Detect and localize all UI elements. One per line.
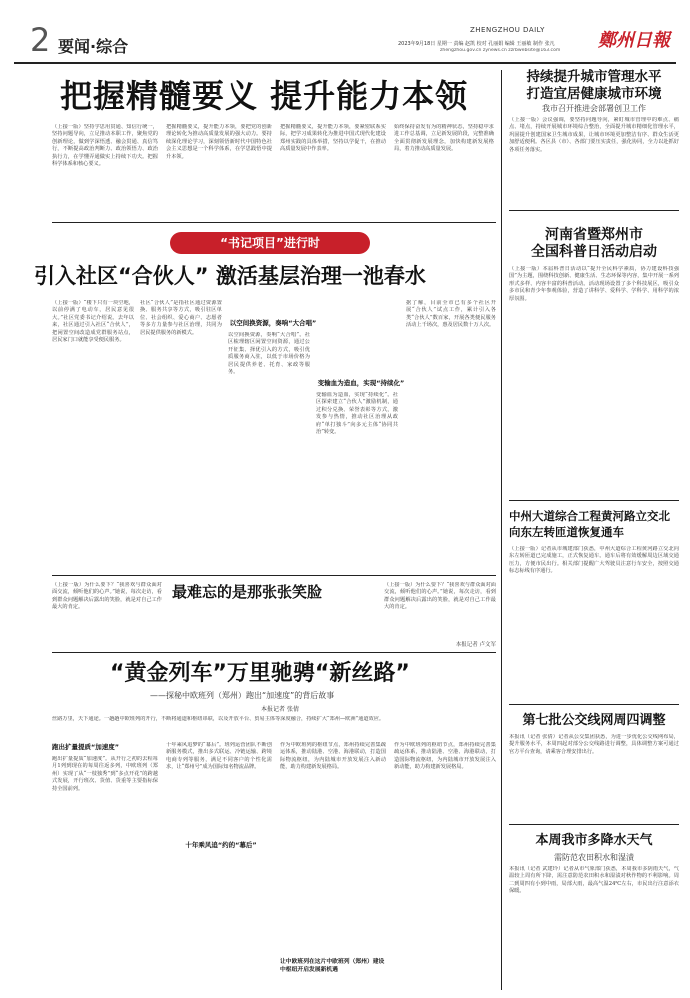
masthead	[0, 0, 690, 62]
train-col-1: 跑出扩量提质“加速度”。从开行之初的去程每月1列到现在的每周往返多列，中欧班列（郑州）实现了从“一枝独秀”到“多点开花”的跨越式发展，开行班次、货值、货重等主要指标保持全国前列。	[52, 756, 158, 792]
train-byline: 本报记者 张倩	[261, 706, 299, 713]
community-section-head-1: 以空间换资源，奏响“大合唱”	[229, 319, 317, 327]
date-line: 2023年9月18日 星期一 责编 赵凯 校对 孔丽娟 编辑 王丽敏 制作 张凡	[398, 41, 555, 47]
road-headline: 中州大道综合工程黄河路立交北向东左转匝道恢复通车	[509, 509, 670, 539]
weather-body: 本报讯（记者 武建玲）记者从市气象部门获悉，本周我市多阴雨天气，气温较上周有所下降，需注意防范农田积水和湿渍对秋作物的不利影响。周二到周四有小到中雨，局部大雨，最高气温24℃左右，市民出行注意添衣保暖。	[509, 866, 679, 895]
bus-headline: 第七批公交线网周四调整	[522, 713, 666, 728]
smile-headline: 最难忘的是那张张笑脸	[172, 583, 323, 601]
community-col-2: 社区“合伙人”是指社区通过资源置换、服务共享等方式，吸引驻区单位、社会组织、爱心商户、志愿者等多方力量参与社区治理，共同为居民提供服务的新模式。	[140, 300, 222, 336]
train-section-head-1: 跑出扩量提质“加速度”	[52, 743, 120, 751]
city-headline-1: 持续提升城市管理水平	[526, 69, 662, 85]
smile-rule	[52, 652, 496, 653]
city-rule	[509, 210, 679, 211]
lead-col-1: （上接一版）坚持学思用贯通、知信行统一，坚持问题导向，立足推动本职工作，聚焦党的创新理论，做到学深悟透、融会贯通、真信笃行，不断提高政治判断力、政治领悟力、政治执行力，在学懂弄通做实上持续下功夫。把握科学体系和核心要义。	[52, 124, 158, 168]
road-rule	[509, 704, 679, 705]
lead-col-2: 把握精髓要义，提升能力本领，要把党的创新理论转化为推动高质量发展的强大动力。要持续深化理论学习，深刻领悟新时代中国特色社会主义思想是一个科学体系，在学思践悟中提升本领。	[166, 124, 272, 160]
community-headline: 引入社区“合伙人” 激活基层治理一池春水	[34, 264, 426, 288]
city-body: （上接一版）会议强调，要坚持问题导向，紧盯城市管理中的难点、痛点、堵点，持续开展城市环境综合整治，全面提升城市精细化管理水平，巩固提升创建国家卫生城市成果，让城市环境更加整洁有序、群众生活更加舒适便利。各区县（市）、各部门要压实责任，强化协同，全力以赴抓好各项任务落实。	[509, 117, 679, 153]
train-headline: “黄金列车”万里驰骋“新丝路”	[110, 661, 410, 686]
train-col-4: 作为中欧班列的枢纽节点，郑州持续完善集疏运体系，推动陆港、空港、海港联动，打造国际物流枢纽，为内陆城市开放发展注入新动能，助力构建新发展格局。	[394, 742, 496, 771]
weather-subtitle: 需防范农田积水和湿渍	[554, 853, 634, 862]
smile-left-text: （上接一版）为什么要下？“我喜欢与群众面对面交流，倾听他们的心声。”她说，每次走访，看到群众问题解决后露出的笑脸，就是对自己工作最大的肯定。	[52, 582, 162, 611]
project-banner	[170, 232, 370, 254]
newspaper-logo: 鄭州日報	[598, 30, 670, 51]
train-intro: 丝路万里，天下通途。一趟趟中欧班列的开行，不断将通道和枢纽串联，以及开放平台、贸易主体等深度融合，持续扩大“郑州—欧洲”通道效应。	[52, 716, 385, 722]
lead-rule	[52, 222, 496, 223]
weather-headline: 本周我市多降水天气	[535, 833, 653, 848]
city-headline-2: 打造宜居健康城市环境	[526, 86, 662, 102]
road-body: （上接一版）记者从市城建部门获悉，中州大道综合工程黄河路立交北向东左转匝道已完成施工，正式恢复通车。通车后将有效缓解周边区域交通压力，方便市民出行。相关部门提醒广大驾驶员注意行车安全，按照交通标志标线有序通行。	[509, 546, 679, 575]
page-number: 2	[30, 21, 51, 59]
masthead-rule	[14, 62, 676, 64]
community-col-1: （上接一版）“楼下只有一块空地，以前停满了电动车，居民意见很大。”社区党委书记介绍说。去年以来，社区通过引入社区“合伙人”，把闲置空间改造成党群服务站点，居民家门口就能享受便民服务。	[52, 300, 134, 344]
science-headline-1: 河南省暨郑州市	[545, 227, 643, 243]
right-column-divider	[501, 70, 502, 990]
community-col-5: 据了解，目前全市已有多个社区开展“合伙人”试点工作，累计引入各类“合伙人”数百家，开展各类便民服务活动上千场次，惠及居民数十万人次。	[406, 300, 496, 329]
community-col-3: 以空间换资源，奏响“大合唱”。社区梳理辖区闲置空间资源，通过公开征集、择优引入的方式，吸引优质服务商入驻，以低于市场价格为居民提供养老、托育、家政等服务。	[228, 332, 310, 376]
url-line: zhengzhou.gov.cn zynews.cn zzrbwebsite@163.com	[440, 48, 561, 53]
smile-right-text: （上接一版）为什么要下？“我喜欢与群众面对面交流，倾听他们的心声。”她说，每次走访，看到群众问题解决后露出的笑脸，就是对自己工作最大的肯定。	[384, 582, 496, 611]
community-section-head-2: 变输血为造血，实现“持续化”	[317, 379, 405, 387]
project-banner-label: “书记项目”进行时	[220, 236, 320, 250]
bus-rule	[509, 824, 679, 825]
science-body: （上接一版）本届科普日活动以“提升全民科学素质，协力建设科技强国”为主题，围绕科技创新、健康生活、生态环保等内容，集中开展一系列形式多样、内容丰富的科普活动。活动现场设置了多个科技展区，吸引众多市民和青少年参观体验，营造了讲科学、爱科学、学科学、用科学的浓厚氛围。	[509, 266, 679, 302]
bus-body: 本报讯（记者 张倩）记者从公交集团获悉，为进一步优化公交线网布局，提升服务水平，本周四起对部分公交线路进行调整，具体调整方案可通过官方平台查询，请乘客合理安排出行。	[509, 734, 679, 755]
community-rule	[52, 575, 496, 576]
train-col-3: 作为中欧班列的枢纽节点，郑州持续完善集疏运体系，推动陆港、空港、海港联动，打造国际物流枢纽，为内陆城市开放发展注入新动能，助力构建新发展格局。	[280, 742, 386, 771]
section-title: 要闻·综合	[58, 37, 129, 56]
train-subtitle: ——探秘中欧班列（郑州）跑出“加速度”的背后故事	[150, 691, 335, 700]
train-section-head-3: 让中欧班列在这片中欧班列（郑州）建设中枢纽开启发展新机遇	[280, 959, 385, 973]
lead-col-3: 把握精髓要义，提升能力本领，要紧密联系实际，把学习成果转化为推进中国式现代化建设郑州实践的具体举措，坚持以学促干，在推动高质量发展中作表率。	[280, 124, 386, 153]
science-rule	[509, 500, 679, 501]
english-name: ZHENGZHOU DAILY	[470, 26, 545, 34]
train-section-head-2: 十年乘风追“约的“幕后”	[185, 841, 257, 849]
community-col-4: 变输血为造血，实现“持续化”。社区探索建立“合伙人”激励机制，通过积分兑换、荣誉表彰等方式，激发参与热情，推动社区治理从政府“单打独斗”向多元主体“协同共治”转变。	[316, 392, 398, 436]
smile-byline: 本报记者 卢文军	[455, 642, 496, 648]
lead-headline: 把握精髓要义 提升能力本领	[60, 77, 469, 115]
lead-col-4: 始终保持奋发有为的精神状态，坚持稳中求进工作总基调，立足新发展阶段，完整准确全面贯彻新发展理念，加快构建新发展格局，着力推动高质量发展。	[394, 124, 494, 153]
city-subtitle: 我市召开推进会部署创卫工作	[542, 104, 646, 113]
train-col-2: 十年乘风追梦的“幕后”。班列运营团队不断创新服务模式，推出多式联运、冷链运输、跨境电商专列等服务，满足不同客户的个性化需求，让“郑州号”成为国际知名物流品牌。	[166, 742, 272, 771]
science-headline-2: 全国科普日活动启动	[531, 244, 657, 260]
